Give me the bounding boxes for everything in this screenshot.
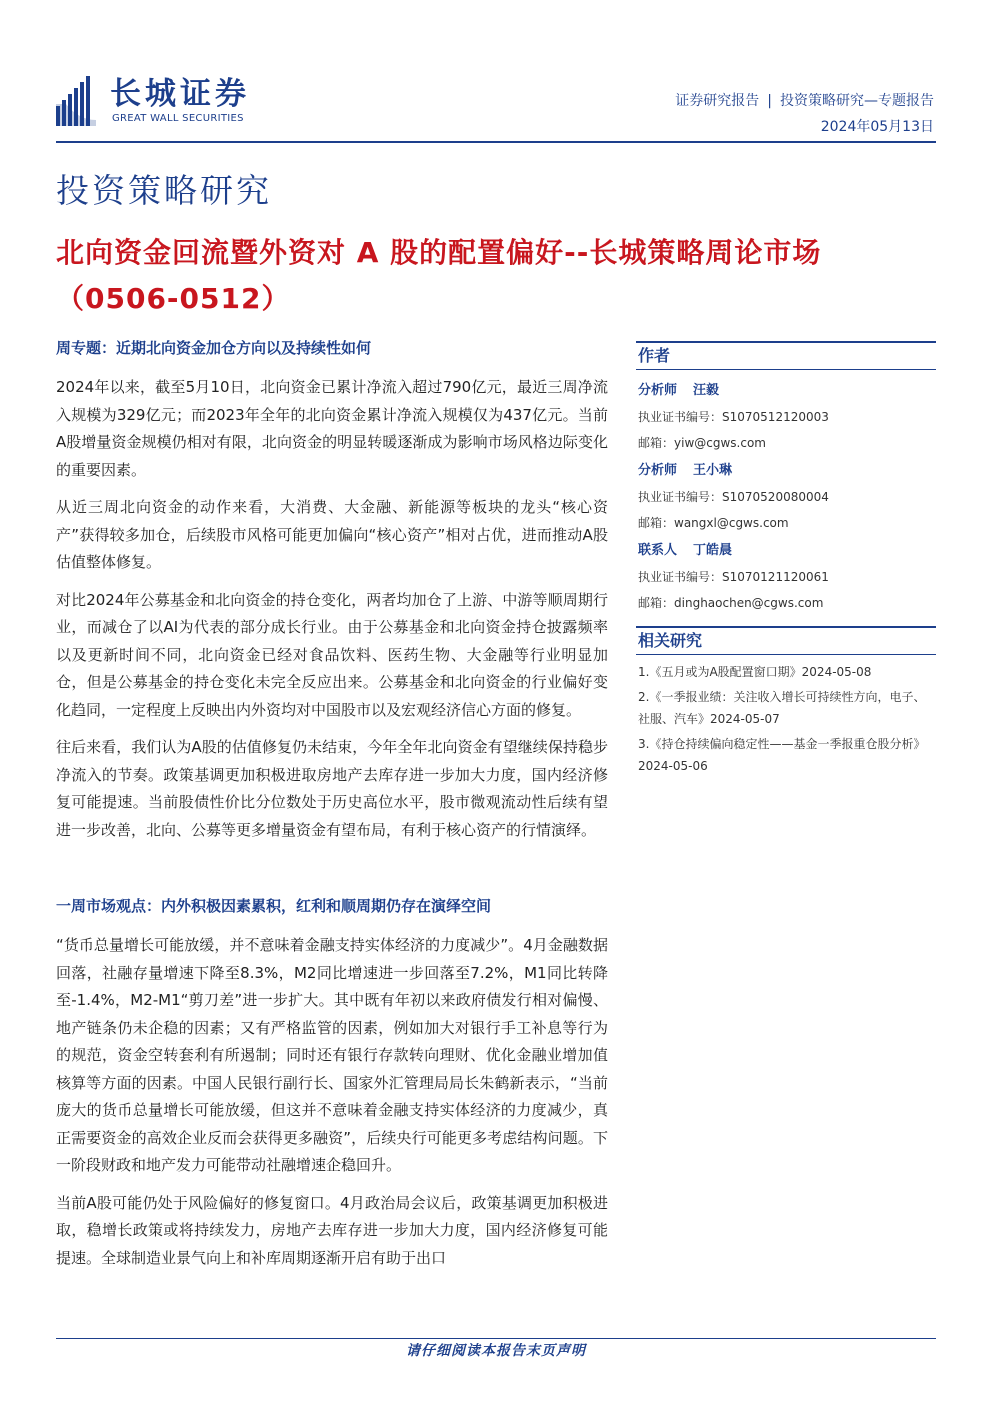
category-left: 证券研究报告 [675,93,760,109]
related-research-heading: 相关研究 [636,626,936,655]
author-name-line [638,378,934,404]
body-paragraph: 从近三周北向资金的动作来看，大消费、大金融、新能源等板块的龙头“核心资产”获得较多加仓，后续股市风格可能更加偏向“核心资产”相对占优，进而推动A股估值整体修复。 [56,498,608,571]
email-link[interactable]: yiw@cgws.com [674,436,766,450]
report-meta [675,88,934,140]
author-name-line [638,538,934,564]
author-name: 汪毅 [693,383,720,398]
related-research-list [636,655,936,777]
category-right: 投资策略研究—专题报告 [780,93,934,109]
footer-divider [56,1338,936,1339]
body-paragraph: 往后来看，我们认为A股的估值修复仍未结束，今年全年北向资金有望继续保持稳步净流入的节奏。政策基调更加积极进取房地产去库存进一步加大力度，国内经济修复可能提速。当前股债性价比分位数处于历史高位水平，股市微观流动性后续有望进一步改善，北向、公募等更多增量资金有望布局，有利于核心资产的行情演绎。 [56,738,608,839]
author-name: 丁皓晨 [693,543,733,558]
author-block [636,456,936,536]
report-category [675,88,934,114]
body-paragraph: 当前A股可能仍处于风险偏好的修复窗口。4月政治局会议后，政策基调更加积极进取，稳增长政策或将持续发力，房地产去库存进一步加大力度，国内经济修复可能提速。全球制造业景气向上和补库周期逐渐开启有助于出口 [56,1193,608,1267]
author-role: 联系人 [638,543,678,558]
report-body [56,334,608,1272]
email-link[interactable]: dinghaochen@cgws.com [674,596,824,610]
sidebar [636,341,936,780]
subheading-market-view: 一周市场观点：内外积极因素累积，红利和顺周期仍存在演绎空间 [56,897,492,915]
footer-disclaimer: 请仔细阅读本报告末页声明 [406,1343,586,1359]
author-name-line [638,458,934,484]
author-cert: 执业证书编号：S1070121120061 [638,570,829,584]
brand-name-cn: 长城证券 [110,76,250,112]
section-title: 投资策略研究 [56,171,272,210]
related-research-item[interactable]: 2.《一季报业绩：关注收入增长可持续性方向，电子、社服、汽车》2024-05-07 [638,690,926,726]
author-block [636,370,936,456]
related-research-item[interactable]: 1.《五月或为A股配置窗口期》2024-05-08 [638,665,872,679]
author-email: 邮箱：dinghaochen@cgws.com [638,596,824,610]
author-cert: 执业证书编号：S1070512120003 [638,410,829,424]
report-date: 2024年05月13日 [820,119,934,135]
great-wall-logo-mark-icon [56,76,102,128]
header-divider [56,141,936,143]
author-role: 分析师 [638,383,678,398]
body-paragraph: 对比2024年公募基金和北向资金的持仓变化，两者均加仓了上游、中游等顺周期行业，而减仓了以AI为代表的部分成长行业。由于公募基金和北向资金持仓披露频率以及更新时间不同，北向资金已经对食品饮料、医药生物、大金融等行业明显加仓，但是公募基金的持仓变化未完全反应出来。公募基金和北向资金的行业偏好变化趋同，一定程度上反映出内外资均对中国股市以及宏观经济信心方面的修复。 [56,590,608,719]
email-link[interactable]: wangxl@cgws.com [674,516,789,530]
body-paragraph: 2024年以来，截至5月10日，北向资金已累计净流入超过790亿元，最近三周净流入规模为329亿元；而2023年全年的北向资金累计净流入规模仅为437亿元。当前A股增量资金规模仍相对有限，北向资金的明显转暖逐渐成为影响市场风格边际变化的重要因素。 [56,378,608,479]
brand-name-en: GREAT WALL SECURITIES [112,113,244,124]
report-title: 北向资金回流暨外资对 A 股的配置偏好--长城策略周论市场（0506-0512） [56,236,822,315]
authors-heading: 作者 [636,341,936,370]
category-separator: | [767,93,772,109]
author-email: 邮箱：wangxl@cgws.com [638,516,789,530]
author-block [636,536,936,616]
author-email: 邮箱：yiw@cgws.com [638,436,766,450]
related-research-item[interactable]: 3.《持仓持续偏向稳定性——基金一季报重仓股分析》2024-05-06 [638,737,926,773]
subheading-weekly-topic: 周专题：近期北向资金加仓方向以及持续性如何 [56,339,372,357]
body-paragraph: “货币总量增长可能放缓，并不意味着金融支持实体经济的力度减少”。4月金融数据回落，社融存量增速下降至8.3%，M2同比增速进一步回落至7.2%，M1同比转降至-1.4%，M2-M1“剪刀差”进一步扩大。其中既有年初以来政府债发行相对偏慢、地产链条仍未企稳的因素；又有严格监管的因素，例如加大对银行手工补息等行为的规范，资金空转套利有所遏制；同时还有银行存款转向理财、优化金融业增加值核算等方面的因素。中国人民银行副行长、国家外汇管理局局长朱鹤新表示，“当前庞大的货币总量增长可能放缓，但这并不意味着金融支持实体经济的力度减少，真正需要资金的高效企业反而会获得更多融资”，后续央行可能更多考虑结构问题。下一阶段财政和地产发力可能带动社融增速企稳回升。 [56,936,608,1174]
author-role: 分析师 [638,463,678,478]
author-cert: 执业证书编号：S1070520080004 [638,490,829,504]
author-name: 王小琳 [693,463,733,478]
